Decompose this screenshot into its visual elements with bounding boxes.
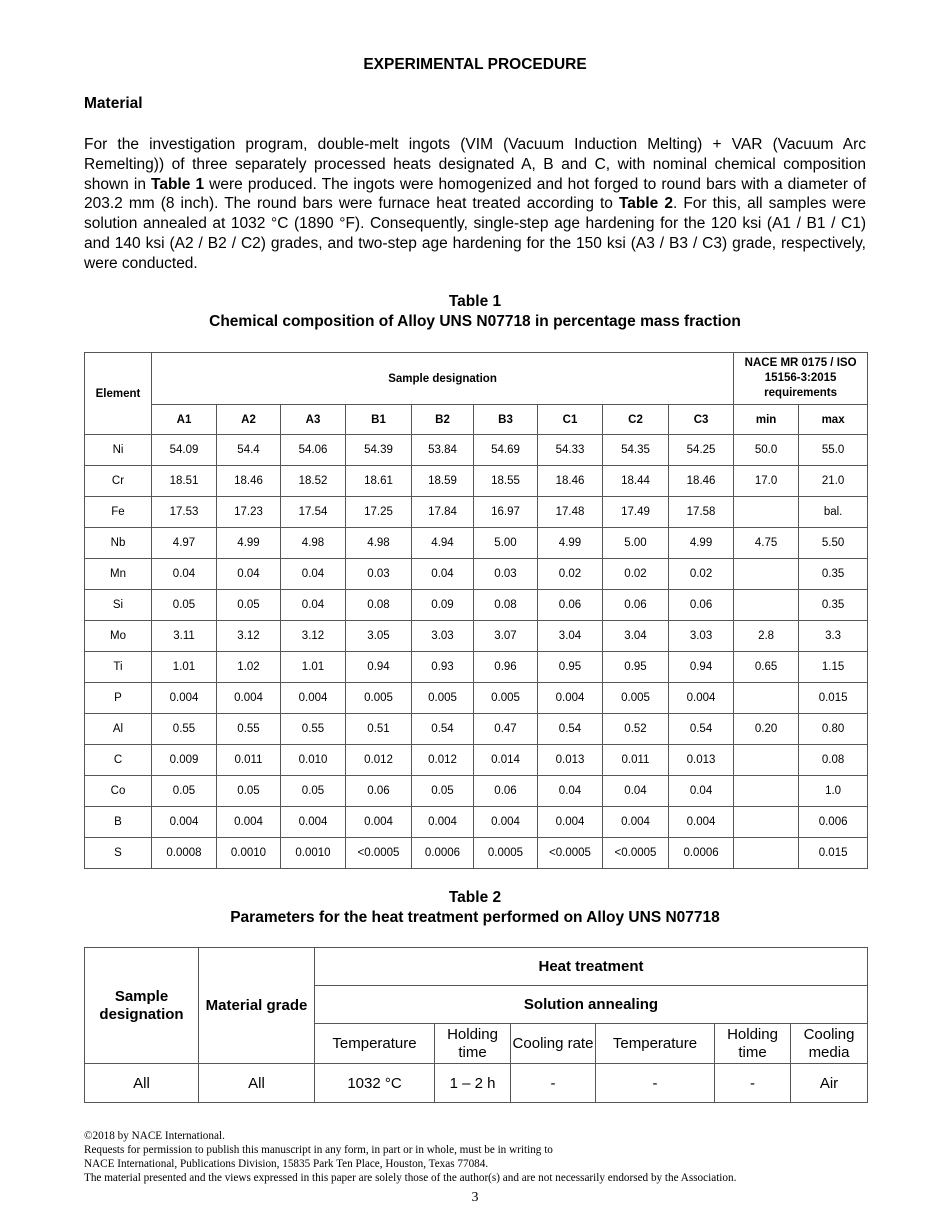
- value-cell: 5.00: [603, 528, 669, 559]
- value-cell: 54.35: [603, 435, 669, 466]
- value-cell: 0.009: [152, 745, 217, 776]
- table-row: [85, 683, 868, 714]
- value-cell: 0.52: [603, 714, 669, 745]
- value-cell: 21.0: [799, 466, 868, 497]
- value-cell: 0.51: [346, 714, 412, 745]
- value-cell: 0.96: [474, 652, 538, 683]
- value-cell: 0.013: [669, 745, 734, 776]
- value-cell: 0.08: [799, 745, 868, 776]
- value-cell: 0.02: [538, 559, 603, 590]
- column-header: C3: [669, 405, 734, 435]
- element-cell: C: [85, 745, 152, 776]
- value-cell: 0.0008: [152, 838, 217, 869]
- table-row: [85, 559, 868, 590]
- value-cell: 3.05: [346, 621, 412, 652]
- value-cell: 0.47: [474, 714, 538, 745]
- value-cell: 0.54: [412, 714, 474, 745]
- value-cell: 54.4: [217, 435, 281, 466]
- value-cell: 18.46: [669, 466, 734, 497]
- value-cell: 54.25: [669, 435, 734, 466]
- value-cell: 0.015: [799, 683, 868, 714]
- value-cell: 0.004: [281, 683, 346, 714]
- table-row: [85, 497, 868, 528]
- column-header: A3: [281, 405, 346, 435]
- column-header: B1: [346, 405, 412, 435]
- value-cell: -: [596, 1064, 715, 1103]
- value-cell: 0.03: [346, 559, 412, 590]
- table-row: [85, 528, 868, 559]
- value-cell: 0.011: [217, 745, 281, 776]
- value-cell: 17.53: [152, 497, 217, 528]
- value-cell: 4.94: [412, 528, 474, 559]
- copyright-footer: [84, 1129, 736, 1185]
- table-row: [85, 621, 868, 652]
- value-cell: 0.05: [217, 776, 281, 807]
- value-cell: 0.04: [603, 776, 669, 807]
- value-cell: 0.0005: [474, 838, 538, 869]
- element-cell: P: [85, 683, 152, 714]
- header-heat-treatment: Heat treatment: [315, 948, 868, 986]
- value-cell: 3.11: [152, 621, 217, 652]
- element-cell: Co: [85, 776, 152, 807]
- table-1-label: Table 1: [448, 293, 502, 310]
- value-cell: 17.23: [217, 497, 281, 528]
- element-cell: S: [85, 838, 152, 869]
- value-cell: 0.80: [799, 714, 868, 745]
- value-cell: 53.84: [412, 435, 474, 466]
- value-cell: 0.004: [152, 683, 217, 714]
- value-cell: 50.0: [734, 435, 799, 466]
- element-cell: B: [85, 807, 152, 838]
- value-cell: 0.006: [799, 807, 868, 838]
- value-cell: 4.99: [217, 528, 281, 559]
- value-cell: 0.02: [669, 559, 734, 590]
- value-cell: 0.015: [799, 838, 868, 869]
- heat-treatment-table: [84, 947, 868, 1103]
- subheader-cell: Holding time: [435, 1024, 511, 1064]
- value-cell: 54.06: [281, 435, 346, 466]
- value-cell: 0.09: [412, 590, 474, 621]
- value-cell: 17.49: [603, 497, 669, 528]
- table-row: [85, 807, 868, 838]
- value-cell: 3.12: [281, 621, 346, 652]
- value-cell: 0.04: [412, 559, 474, 590]
- column-header: C1: [538, 405, 603, 435]
- value-cell: <0.0005: [346, 838, 412, 869]
- table-row: [85, 838, 868, 869]
- value-cell: 0.004: [669, 807, 734, 838]
- table-row: [85, 590, 868, 621]
- value-cell: 0.05: [412, 776, 474, 807]
- value-cell: Air: [791, 1064, 868, 1103]
- value-cell: 4.98: [346, 528, 412, 559]
- value-cell: 4.75: [734, 528, 799, 559]
- value-cell: <0.0005: [603, 838, 669, 869]
- value-cell: 0.013: [538, 745, 603, 776]
- element-cell: Al: [85, 714, 152, 745]
- column-header: min: [734, 405, 799, 435]
- value-cell: 0.95: [603, 652, 669, 683]
- subheader-cell: Temperature: [315, 1024, 435, 1064]
- value-cell: 4.99: [538, 528, 603, 559]
- value-cell: 0.06: [669, 590, 734, 621]
- value-cell: 0.05: [217, 590, 281, 621]
- value-cell: 17.48: [538, 497, 603, 528]
- value-cell: 0.54: [669, 714, 734, 745]
- value-cell: 0.04: [152, 559, 217, 590]
- value-cell: 3.07: [474, 621, 538, 652]
- value-cell: 0.06: [474, 776, 538, 807]
- table-row: [85, 745, 868, 776]
- value-cell: 0.004: [281, 807, 346, 838]
- value-cell: 1032 °C: [315, 1064, 435, 1103]
- value-cell: 18.51: [152, 466, 217, 497]
- value-cell: 5.00: [474, 528, 538, 559]
- value-cell: 4.97: [152, 528, 217, 559]
- value-cell: 18.44: [603, 466, 669, 497]
- value-cell: 17.54: [281, 497, 346, 528]
- value-cell: 0.004: [538, 807, 603, 838]
- value-cell: 18.59: [412, 466, 474, 497]
- value-cell: 0.010: [281, 745, 346, 776]
- element-cell: Nb: [85, 528, 152, 559]
- value-cell: 0.004: [603, 807, 669, 838]
- header-sample-designation: Sample designation: [152, 353, 734, 405]
- value-cell: 0.005: [474, 683, 538, 714]
- value-cell: 3.04: [538, 621, 603, 652]
- value-cell: 1.0: [799, 776, 868, 807]
- value-cell: 0.05: [281, 776, 346, 807]
- value-cell: 0.004: [152, 807, 217, 838]
- value-cell: 54.09: [152, 435, 217, 466]
- table-2-caption: Parameters for the heat treatment performed on Alloy UNS N07718: [230, 909, 720, 926]
- element-cell: Si: [85, 590, 152, 621]
- value-cell: -: [715, 1064, 791, 1103]
- value-cell: 17.58: [669, 497, 734, 528]
- value-cell: 54.39: [346, 435, 412, 466]
- value-cell: 17.0: [734, 466, 799, 497]
- table-row: [85, 435, 868, 466]
- footer-line: Requests for permission to publish this manuscript in any form, in part or in whole, must be in writing to: [84, 1144, 553, 1156]
- value-cell: 0.0010: [281, 838, 346, 869]
- table-1-caption: Chemical composition of Alloy UNS N07718 in percentage mass fraction: [209, 313, 741, 330]
- element-cell: Cr: [85, 466, 152, 497]
- footer-line: ©2018 by NACE International.: [84, 1130, 225, 1142]
- value-cell: 0.04: [538, 776, 603, 807]
- element-cell: Fe: [85, 497, 152, 528]
- value-cell: 18.52: [281, 466, 346, 497]
- value-cell: 1.01: [152, 652, 217, 683]
- value-cell: [734, 776, 799, 807]
- element-cell: Ti: [85, 652, 152, 683]
- value-cell: 0.004: [346, 807, 412, 838]
- table-row: [85, 1064, 868, 1103]
- value-cell: 0.005: [603, 683, 669, 714]
- paragraph-text: were produced. The ingots were homogenized and hot forged to round bars with a diameter of 203.2 mm (8 inch). The round bars were furnace heat treated according to: [84, 175, 866, 213]
- value-cell: 54.33: [538, 435, 603, 466]
- value-cell: 0.0006: [412, 838, 474, 869]
- value-cell: 0.04: [669, 776, 734, 807]
- value-cell: 0.04: [281, 559, 346, 590]
- page-number: 3: [471, 1190, 479, 1205]
- header-nace-requirements: NACE MR 0175 / ISO 15156-3:2015 requirements: [734, 353, 868, 405]
- value-cell: 0.004: [217, 683, 281, 714]
- value-cell: 55.0: [799, 435, 868, 466]
- value-cell: [734, 559, 799, 590]
- value-cell: 3.04: [603, 621, 669, 652]
- paragraph-text: For the investigation program, double-melt ingots (VIM (Vacuum Induction Melting) + VAR (Vacuum Arc Remelting)) of three separately processed heats designated A, B and C, with nominal chemical composition shown in: [84, 136, 866, 193]
- value-cell: 0.93: [412, 652, 474, 683]
- table-row: [85, 714, 868, 745]
- value-cell: 5.50: [799, 528, 868, 559]
- footer-line: The material presented and the views expressed in this paper are solely those of the author(s) and are not necessarily endorsed by the Association.: [84, 1172, 737, 1184]
- value-cell: 18.55: [474, 466, 538, 497]
- value-cell: All: [85, 1064, 199, 1103]
- value-cell: 0.011: [603, 745, 669, 776]
- value-cell: 0.005: [412, 683, 474, 714]
- value-cell: 0.20: [734, 714, 799, 745]
- table-row: [85, 466, 868, 497]
- column-header: B3: [474, 405, 538, 435]
- column-header: max: [799, 405, 868, 435]
- value-cell: 0.08: [474, 590, 538, 621]
- value-cell: 3.3: [799, 621, 868, 652]
- subheader-cell: Cooling rate: [511, 1024, 596, 1064]
- element-cell: Mn: [85, 559, 152, 590]
- header-sample-designation: Sample designation: [85, 948, 199, 1064]
- value-cell: All: [199, 1064, 315, 1103]
- value-cell: 0.35: [799, 590, 868, 621]
- value-cell: 4.99: [669, 528, 734, 559]
- column-header: A1: [152, 405, 217, 435]
- value-cell: 54.69: [474, 435, 538, 466]
- column-header: B2: [412, 405, 474, 435]
- element-cell: Mo: [85, 621, 152, 652]
- value-cell: 3.03: [669, 621, 734, 652]
- value-cell: 18.46: [217, 466, 281, 497]
- value-cell: 0.05: [152, 590, 217, 621]
- value-cell: 0.03: [474, 559, 538, 590]
- value-cell: 0.55: [152, 714, 217, 745]
- value-cell: [734, 497, 799, 528]
- table-row: [85, 652, 868, 683]
- value-cell: 0.012: [412, 745, 474, 776]
- value-cell: 16.97: [474, 497, 538, 528]
- value-cell: 0.02: [603, 559, 669, 590]
- paragraph-text: . For this, all samples were solution annealed at 1032 °C (1890 °F). Consequently, single-step age hardening for the 120 ksi (A1 / B1 / C1) and 140 ksi (A2 / B2 / C2) grades, and two-step age hardening for the 150 ksi (A3 / B3 / C3) grade, respectively, were conducted.: [84, 195, 866, 272]
- value-cell: 3.12: [217, 621, 281, 652]
- value-cell: 0.54: [538, 714, 603, 745]
- value-cell: 0.95: [538, 652, 603, 683]
- table-2-reference: Table 2: [618, 195, 673, 213]
- element-cell: Ni: [85, 435, 152, 466]
- value-cell: 0.04: [217, 559, 281, 590]
- value-cell: 0.06: [603, 590, 669, 621]
- value-cell: 1.01: [281, 652, 346, 683]
- column-header: C2: [603, 405, 669, 435]
- value-cell: 17.25: [346, 497, 412, 528]
- value-cell: [734, 807, 799, 838]
- subheader-cell: Holding time: [715, 1024, 791, 1064]
- value-cell: 0.94: [346, 652, 412, 683]
- value-cell: [734, 838, 799, 869]
- value-cell: 0.004: [669, 683, 734, 714]
- value-cell: 0.012: [346, 745, 412, 776]
- section-heading: Material: [84, 95, 143, 112]
- value-cell: 0.0006: [669, 838, 734, 869]
- value-cell: 0.55: [281, 714, 346, 745]
- value-cell: 0.014: [474, 745, 538, 776]
- value-cell: 0.55: [217, 714, 281, 745]
- value-cell: 17.84: [412, 497, 474, 528]
- value-cell: [734, 683, 799, 714]
- value-cell: bal.: [799, 497, 868, 528]
- value-cell: 0.06: [346, 776, 412, 807]
- value-cell: <0.0005: [538, 838, 603, 869]
- value-cell: 0.35: [799, 559, 868, 590]
- table-row: [85, 776, 868, 807]
- subheader-cell: Temperature: [596, 1024, 715, 1064]
- value-cell: [734, 745, 799, 776]
- value-cell: 0.94: [669, 652, 734, 683]
- value-cell: 4.98: [281, 528, 346, 559]
- value-cell: 0.005: [346, 683, 412, 714]
- value-cell: -: [511, 1064, 596, 1103]
- value-cell: 3.03: [412, 621, 474, 652]
- value-cell: 0.05: [152, 776, 217, 807]
- value-cell: 2.8: [734, 621, 799, 652]
- value-cell: 0.08: [346, 590, 412, 621]
- value-cell: 0.06: [538, 590, 603, 621]
- value-cell: 0.004: [474, 807, 538, 838]
- value-cell: 0.004: [217, 807, 281, 838]
- chemical-composition-table: [84, 352, 868, 869]
- value-cell: 0.004: [412, 807, 474, 838]
- value-cell: 18.46: [538, 466, 603, 497]
- value-cell: [734, 590, 799, 621]
- value-cell: 1 – 2 h: [435, 1064, 511, 1103]
- header-solution-annealing: Solution annealing: [315, 986, 868, 1024]
- body-paragraph: [84, 135, 866, 274]
- value-cell: 0.65: [734, 652, 799, 683]
- value-cell: 1.02: [217, 652, 281, 683]
- table-1-reference: Table 1: [151, 175, 205, 193]
- header-material-grade: Material grade: [199, 948, 315, 1064]
- value-cell: 1.15: [799, 652, 868, 683]
- value-cell: 18.61: [346, 466, 412, 497]
- value-cell: 0.0010: [217, 838, 281, 869]
- column-header: A2: [217, 405, 281, 435]
- header-element: Element: [85, 353, 152, 435]
- footer-line: NACE International, Publications Division, 15835 Park Ten Place, Houston, Texas 77084.: [84, 1158, 489, 1170]
- table-2-label: Table 2: [448, 889, 502, 906]
- page-heading: EXPERIMENTAL PROCEDURE: [363, 56, 587, 73]
- value-cell: 0.04: [281, 590, 346, 621]
- subheader-cell: Cooling media: [791, 1024, 868, 1064]
- value-cell: 0.004: [538, 683, 603, 714]
